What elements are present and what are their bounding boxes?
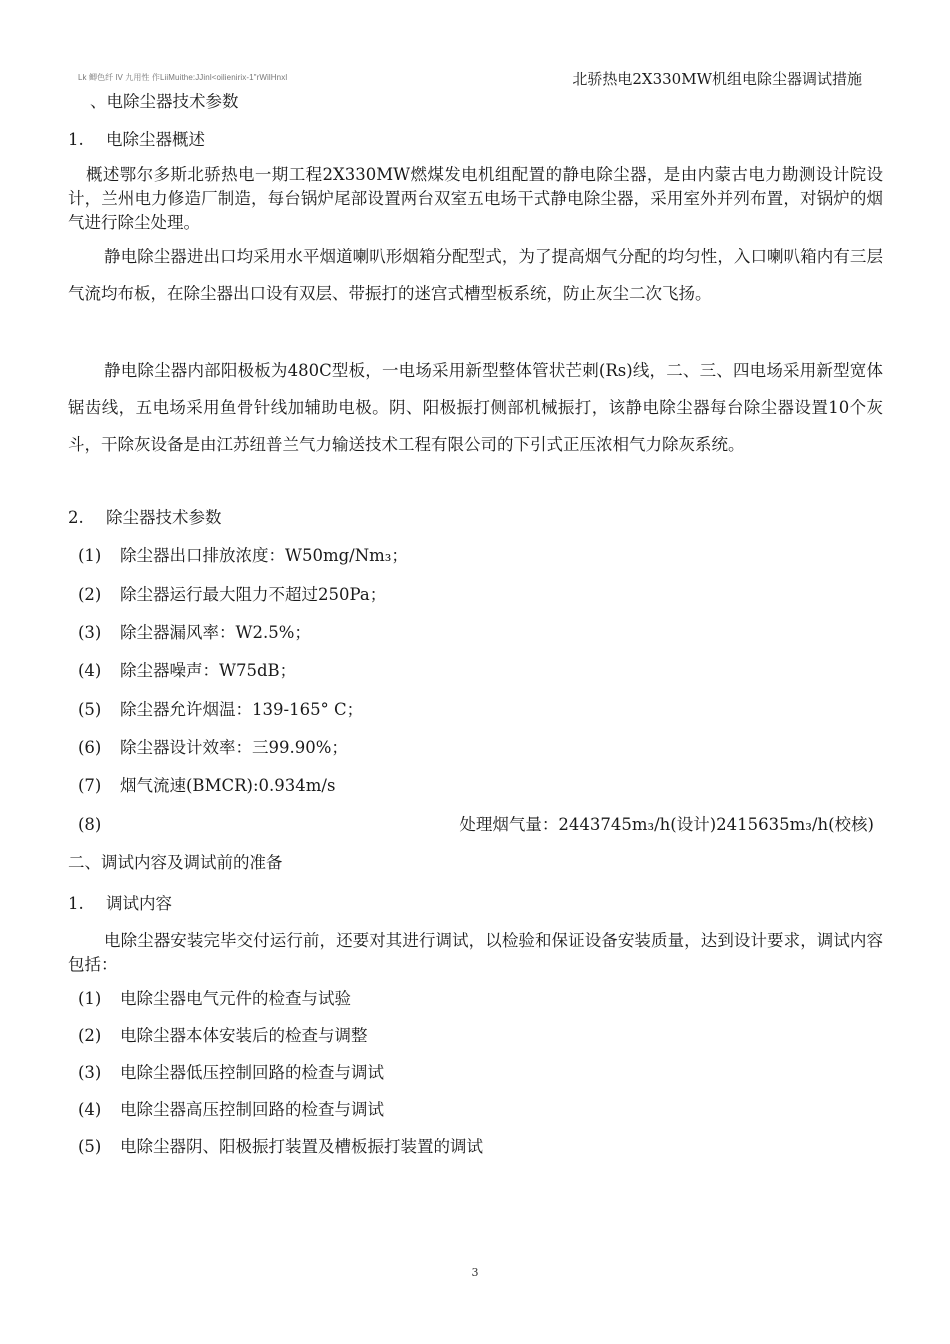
content-intro-paragraph: 电除尘器安装完毕交付运行前，还要对其进行调试，以检验和保证设备安装质量，达到设计要求，调试内容包括： bbox=[68, 931, 883, 974]
param-item bbox=[78, 775, 335, 797]
header-title: 北骄热电2X330MW机组电除尘器调试措施 bbox=[572, 70, 862, 88]
param-number: (2) bbox=[78, 585, 102, 604]
subsection-title: 除尘器技术参数 bbox=[106, 508, 222, 527]
param-text: 除尘器噪声：W75dB； bbox=[120, 661, 297, 680]
param-item bbox=[78, 737, 348, 759]
param-text: 除尘器运行最大阻力不超过250Pa； bbox=[120, 585, 387, 604]
param-number: (3) bbox=[78, 623, 102, 642]
content-item-number: (2) bbox=[78, 1026, 102, 1045]
overview-paragraph-3: 静电除尘器内部阳极板为480C型板，一电场采用新型整体管状芒刺(Rs)线，二、三、四电场采用新型宽体锯齿线，五电场采用鱼骨针线加辅助电极。阴、阳极振打侧部机械振打，该静电除尘器每台除尘器设置10个灰斗，干除灰设备是由江苏纽普兰气力输送技术工程有限公司的下引式正压浓相气力除灰系统。 bbox=[68, 361, 883, 454]
param-item bbox=[78, 584, 386, 606]
content-item bbox=[78, 1136, 483, 1158]
content-item-text: 电除尘器高压控制回路的检查与调试 bbox=[120, 1100, 384, 1119]
content-item bbox=[78, 1099, 384, 1121]
section1-heading: 、电除尘器技术参数 bbox=[90, 92, 239, 111]
param-text: 除尘器漏风率：W2.5%； bbox=[120, 623, 311, 642]
content-item-number: (3) bbox=[78, 1063, 102, 1082]
param-text: 除尘器设计效率：三99.90%； bbox=[120, 738, 348, 757]
content-item-text: 电除尘器本体安装后的检查与调整 bbox=[120, 1026, 368, 1045]
param-item-text: 处理烟气量：2443745m₃/h(设计)2415635m₃/h(校核) bbox=[459, 815, 874, 834]
overview-paragraph-2: 静电除尘器进出口均采用水平烟道喇叭形烟箱分配型式，为了提高烟气分配的均匀性，入口喇叭箱内有三层气流均布板，在除尘器出口设有双层、带振打的迷宫式槽型板系统，防止灰尘二次飞扬。 bbox=[68, 247, 883, 303]
content-item-number: (5) bbox=[78, 1137, 102, 1156]
subsection-number: 1. bbox=[68, 130, 84, 149]
param-item bbox=[78, 699, 363, 721]
param-item bbox=[78, 622, 311, 644]
param-item-number: (8) bbox=[78, 815, 102, 834]
subsection-number: 1. bbox=[68, 894, 84, 913]
param-item bbox=[78, 660, 296, 682]
content-item-text: 电除尘器电气元件的检查与试验 bbox=[120, 989, 351, 1008]
param-item bbox=[78, 545, 408, 567]
overview-paragraph-1: 概述鄂尔多斯北骄热电一期工程2X330MW燃煤发电机组配置的静电除尘器，是由内蒙古电力勘测设计院设计，兰州电力修造厂制造，每台锅炉尾部设置两台双室五电场干式静电除尘器，采用室外并列布置，对锅炉的烟气进行除尘处理。 bbox=[68, 165, 883, 232]
content-item-text: 电除尘器阴、阳极振打装置及槽板振打装置的调试 bbox=[120, 1137, 483, 1156]
content-item bbox=[78, 1025, 368, 1047]
subsection-params-heading bbox=[68, 507, 222, 529]
param-number: (6) bbox=[78, 738, 102, 757]
content-item bbox=[78, 1062, 384, 1084]
param-number: (4) bbox=[78, 661, 102, 680]
param-number: (5) bbox=[78, 700, 102, 719]
content-item-number: (4) bbox=[78, 1100, 102, 1119]
subsection-number: 2. bbox=[68, 508, 84, 527]
param-text: 烟气流速(BMCR):0.934m/s bbox=[120, 776, 336, 795]
param-text: 除尘器出口排放浓度：W50mg/Nm₃； bbox=[120, 546, 408, 565]
subsection-content-heading bbox=[68, 893, 172, 915]
subsection-title: 电除尘器概述 bbox=[106, 130, 205, 149]
content-item-text: 电除尘器低压控制回路的检查与调试 bbox=[120, 1063, 384, 1082]
param-number: (7) bbox=[78, 776, 102, 795]
header-small-text: Lk 鲫色纤 lV 九用性 作LiiMuithe:JJinl<oilienirix-1"rWilHnxl bbox=[78, 73, 288, 82]
param-text: 除尘器允许烟温：139-165° C； bbox=[120, 700, 364, 719]
section2-heading: 二、调试内容及调试前的准备 bbox=[68, 853, 283, 872]
content-item-number: (1) bbox=[78, 989, 102, 1008]
subsection-overview-heading bbox=[68, 129, 205, 151]
param-number: (1) bbox=[78, 546, 102, 565]
subsection-title: 调试内容 bbox=[106, 894, 172, 913]
page-number: 3 bbox=[471, 1266, 479, 1279]
content-item bbox=[78, 988, 351, 1010]
